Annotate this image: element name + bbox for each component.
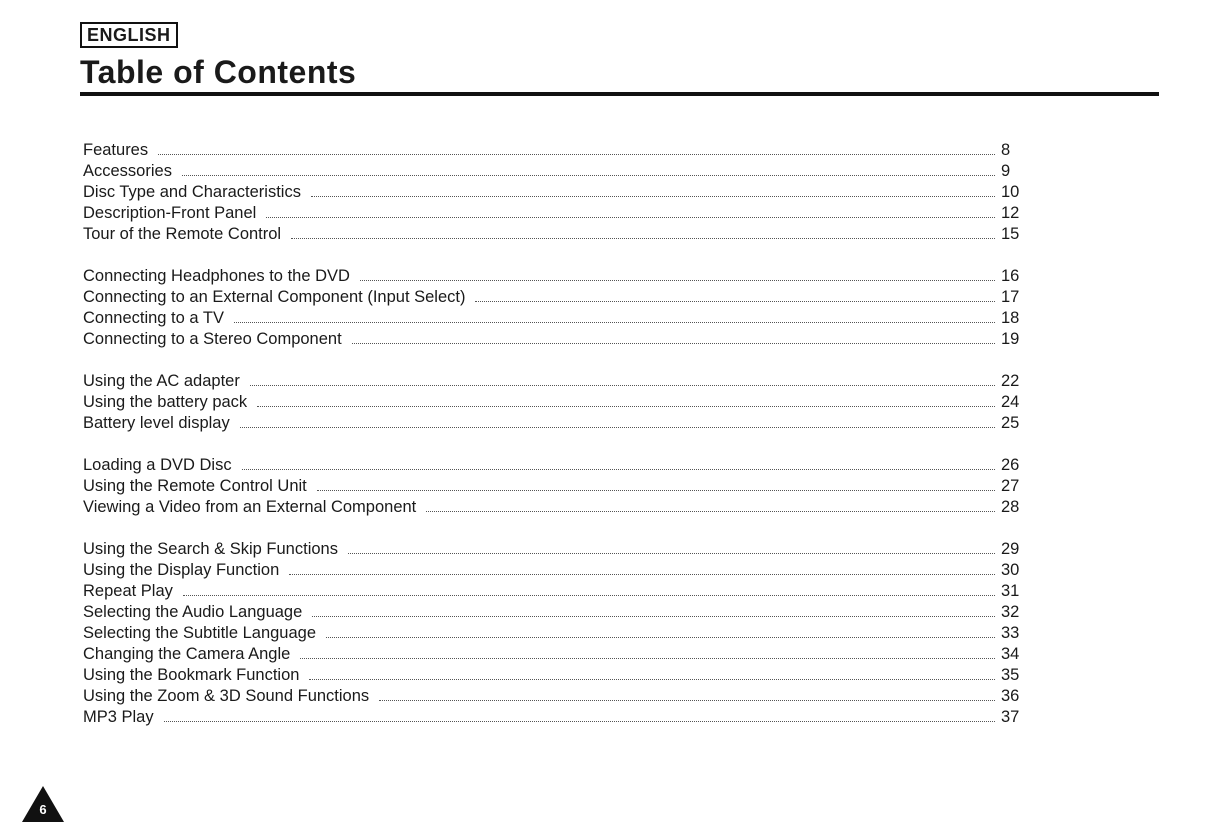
toc-group xyxy=(83,266,1023,350)
toc-entry-title: Using the battery pack xyxy=(83,393,248,411)
toc-entry-title: Disc Type and Characteristics xyxy=(83,183,301,201)
language-tag: ENGLISH xyxy=(80,22,178,48)
toc-entry-title: Tour of the Remote Control xyxy=(83,225,282,243)
toc-entry-title: Loading a DVD Disc xyxy=(83,456,232,474)
toc-entry[interactable] xyxy=(83,539,1023,560)
toc-entry-page: 10 xyxy=(1001,183,1020,201)
dot-leader xyxy=(234,322,995,323)
toc-entry[interactable] xyxy=(83,224,1023,245)
toc-entry-title: Viewing a Video from an External Component xyxy=(83,498,417,516)
toc-group xyxy=(83,140,1023,245)
toc-entry-page: 27 xyxy=(1001,477,1020,495)
dot-leader xyxy=(242,469,995,470)
dot-leader xyxy=(311,196,995,197)
toc-entry-page: 15 xyxy=(1001,225,1020,243)
toc-entry[interactable] xyxy=(83,329,1023,350)
toc-entry-page: 32 xyxy=(1001,603,1020,621)
toc-entry-title: Using the Search & Skip Functions xyxy=(83,540,338,558)
dot-leader xyxy=(379,700,995,701)
toc-entry-page: 16 xyxy=(1001,267,1020,285)
toc-entry-title: Changing the Camera Angle xyxy=(83,645,291,663)
dot-leader xyxy=(326,637,995,638)
toc-entry-page: 12 xyxy=(1001,204,1020,222)
dot-leader xyxy=(312,616,995,617)
toc-entry[interactable] xyxy=(83,560,1023,581)
toc-entry[interactable] xyxy=(83,497,1023,518)
toc-entry[interactable] xyxy=(83,602,1023,623)
toc-entry-page: 35 xyxy=(1001,666,1020,684)
dot-leader xyxy=(300,658,995,659)
toc-entry-page: 9 xyxy=(1001,162,1011,180)
dot-leader xyxy=(289,574,995,575)
toc-entry[interactable] xyxy=(83,266,1023,287)
toc-entry-title: Connecting Headphones to the DVD xyxy=(83,267,350,285)
toc-entry-title: Using the AC adapter xyxy=(83,372,240,390)
toc-entry-page: 26 xyxy=(1001,456,1020,474)
dot-leader xyxy=(240,427,995,428)
toc-entry-page: 17 xyxy=(1001,288,1020,306)
toc-entry-title: MP3 Play xyxy=(83,708,154,726)
dot-leader xyxy=(475,301,995,302)
toc-entry-title: Repeat Play xyxy=(83,582,173,600)
title-rule xyxy=(80,92,1159,96)
toc-entry[interactable] xyxy=(83,371,1023,392)
dot-leader xyxy=(182,175,995,176)
toc-entry[interactable] xyxy=(83,455,1023,476)
toc-entry-title: Using the Display Function xyxy=(83,561,280,579)
toc-entry-title: Description-Front Panel xyxy=(83,204,257,222)
toc-entry-title: Connecting to an External Component (Input Select) xyxy=(83,288,466,306)
dot-leader xyxy=(164,721,995,722)
toc-entry-page: 30 xyxy=(1001,561,1020,579)
toc-entry-page: 28 xyxy=(1001,498,1020,516)
toc-entry-page: 31 xyxy=(1001,582,1020,600)
dot-leader xyxy=(426,511,995,512)
toc-entry[interactable] xyxy=(83,623,1023,644)
dot-leader xyxy=(250,385,995,386)
page-number-badge xyxy=(20,784,66,824)
toc-group xyxy=(83,371,1023,434)
toc-entry-page: 33 xyxy=(1001,624,1020,642)
toc-entry[interactable] xyxy=(83,644,1023,665)
toc-entry[interactable] xyxy=(83,392,1023,413)
toc-entry[interactable] xyxy=(83,161,1023,182)
toc-entry-page: 22 xyxy=(1001,372,1020,390)
toc-entry-page: 8 xyxy=(1001,141,1011,159)
toc-entry-title: Features xyxy=(83,141,149,159)
toc-entry-title: Battery level display xyxy=(83,414,230,432)
dot-leader xyxy=(257,406,995,407)
toc-entry[interactable] xyxy=(83,413,1023,434)
toc-entry-title: Using the Zoom & 3D Sound Functions xyxy=(83,687,370,705)
toc-entry[interactable] xyxy=(83,287,1023,308)
toc-group xyxy=(83,455,1023,518)
dot-leader xyxy=(352,343,995,344)
dot-leader xyxy=(266,217,995,218)
toc-entry-title: Selecting the Audio Language xyxy=(83,603,303,621)
dot-leader xyxy=(360,280,995,281)
table-of-contents xyxy=(83,140,1023,749)
toc-entry[interactable] xyxy=(83,707,1023,728)
toc-entry[interactable] xyxy=(83,686,1023,707)
toc-group xyxy=(83,539,1023,728)
dot-leader xyxy=(348,553,995,554)
toc-entry[interactable] xyxy=(83,308,1023,329)
dot-leader xyxy=(183,595,995,596)
toc-entry[interactable] xyxy=(83,665,1023,686)
toc-entry-title: Using the Bookmark Function xyxy=(83,666,300,684)
toc-entry[interactable] xyxy=(83,203,1023,224)
toc-entry-title: Connecting to a Stereo Component xyxy=(83,330,342,348)
toc-entry-page: 34 xyxy=(1001,645,1020,663)
toc-entry-page: 18 xyxy=(1001,309,1020,327)
toc-entry[interactable] xyxy=(83,182,1023,203)
toc-entry-page: 29 xyxy=(1001,540,1020,558)
toc-entry-title: Connecting to a TV xyxy=(83,309,224,327)
toc-entry-page: 24 xyxy=(1001,393,1020,411)
dot-leader xyxy=(309,679,995,680)
page-number: 6 xyxy=(39,802,47,817)
toc-entry-title: Using the Remote Control Unit xyxy=(83,477,307,495)
toc-entry[interactable] xyxy=(83,476,1023,497)
dot-leader xyxy=(317,490,995,491)
page-title: Table of Contents xyxy=(80,54,357,90)
toc-entry-page: 25 xyxy=(1001,414,1020,432)
toc-entry[interactable] xyxy=(83,581,1023,602)
toc-entry[interactable] xyxy=(83,140,1023,161)
dot-leader xyxy=(158,154,995,155)
toc-entry-title: Accessories xyxy=(83,162,172,180)
toc-entry-page: 37 xyxy=(1001,708,1020,726)
toc-entry-page: 36 xyxy=(1001,687,1020,705)
toc-entry-page: 19 xyxy=(1001,330,1020,348)
dot-leader xyxy=(291,238,995,239)
toc-entry-title: Selecting the Subtitle Language xyxy=(83,624,317,642)
